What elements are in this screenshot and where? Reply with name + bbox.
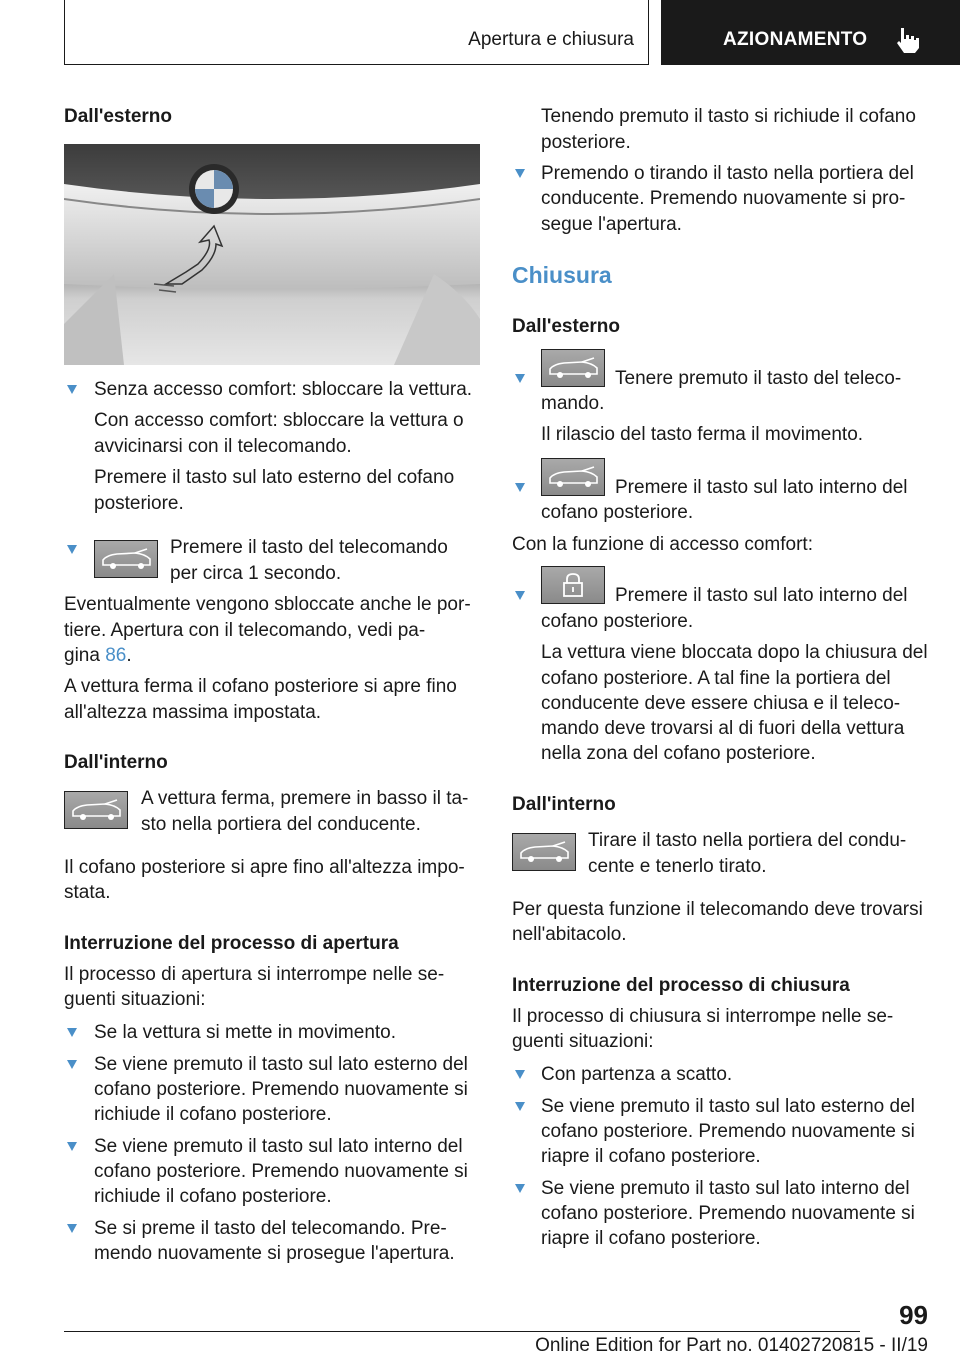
page-number: 99 (899, 1300, 928, 1330)
bullet-text: conducente. Premendo nuovamente si pro- (541, 188, 906, 209)
paragraph-text: sto nella portiera del conducente. (141, 814, 421, 835)
bullet-text: cofano posteriore. Premendo nuovamente si (541, 1121, 915, 1142)
bullet-triangle (515, 483, 525, 492)
bullet-text: Se viene premuto il tasto sul lato interno del (94, 1136, 463, 1157)
bullet-text: cofano posteriore. Premendo nuovamente si (94, 1079, 468, 1100)
paragraph-text: guenti situazioni: (512, 1031, 654, 1052)
hand-pointer-icon (895, 26, 921, 54)
page-link[interactable]: 86 (105, 645, 127, 666)
bullet-text: cofano posteriore. (541, 502, 694, 523)
bullet-triangle (67, 1142, 77, 1151)
tailgate-button-icon (512, 833, 576, 871)
footer-edition: Online Edition for Part no. 01402720815 - II/19 (535, 1335, 928, 1356)
tailgate-photo (64, 144, 480, 365)
bullet-text: Il rilascio del tasto ferma il movimento. (541, 424, 864, 445)
paragraph-text: Eventualmente vengono sbloccate anche le por- (64, 594, 471, 615)
bullet-text: Con partenza a scatto. (541, 1064, 733, 1085)
bullet-text: riapre il cofano posteriore. (541, 1146, 761, 1167)
bullet-text: Tenere premuto il tasto del teleco- (615, 368, 902, 389)
bullet-triangle (515, 169, 525, 178)
paragraph-text: all'altezza massima impostata. (64, 702, 322, 723)
paragraph-text: nell'abitacolo. (512, 924, 627, 945)
bullet-triangle (67, 1224, 77, 1233)
heading-from-outside: Dall'esterno (512, 316, 620, 337)
bullet-text: La vettura viene bloccata dopo la chiusura del (541, 642, 928, 663)
bullet-text: richiude il cofano posteriore. (94, 1186, 332, 1207)
header-section-title: Apertura e chiusura (468, 29, 634, 50)
paragraph-text: . (126, 645, 132, 666)
bullet-triangle (67, 1060, 77, 1069)
bullet-text: per circa 1 secondo. (170, 563, 342, 584)
paragraph-text: Il cofano posteriore si apre fino all'altezza impo- (64, 857, 465, 878)
bullet-text: Premere il tasto sul lato interno del (615, 477, 908, 498)
bullet-text: mando. (541, 393, 605, 414)
bullet-triangle (67, 545, 77, 554)
header-chapter-box (661, 0, 960, 65)
bullet-text: Se la vettura si mette in movimento. (94, 1022, 397, 1043)
bullet-text: Se si preme il tasto del telecomando. Pre- (94, 1218, 447, 1239)
paragraph-text: A vettura ferma, premere in basso il ta- (141, 788, 469, 809)
bullet-text: Premendo o tirando il tasto nella portiera del (541, 163, 914, 184)
bullet-text: segue l'apertura. (541, 214, 682, 235)
paragraph-text: tiere. Apertura con il telecomando, vedi pa- (64, 620, 426, 641)
tailgate-button-icon (541, 458, 605, 496)
bullet-text: cofano posteriore. (541, 611, 694, 632)
bullet-text: mando deve trovarsi al di fuori della vettura (541, 718, 905, 739)
paragraph-text: stata. (64, 882, 111, 903)
bullet-text: cofano posteriore. Premendo nuovamente si (94, 1161, 468, 1182)
lock-button-icon (541, 566, 605, 604)
bullet-text: riapre il cofano posteriore. (541, 1228, 761, 1249)
heading-interrupt-closing: Interruzione del processo di chiusura (512, 975, 850, 996)
paragraph-text: Il processo di apertura si interrompe nelle se- (64, 964, 445, 985)
bullet-text: Premere il tasto sul lato esterno del cofano (94, 467, 455, 488)
heading-from-outside: Dall'esterno (64, 106, 172, 127)
paragraph-text (64, 643, 132, 669)
bullet-triangle (515, 1102, 525, 1111)
paragraph-text: Per questa funzione il telecomando deve trovarsi (512, 899, 923, 920)
heading-from-inside: Dall'interno (64, 752, 168, 773)
bullet-text: Premere il tasto sul lato interno del (615, 585, 908, 606)
bullet-text: Se viene premuto il tasto sul lato interno del (541, 1178, 910, 1199)
bullet-text: posteriore. (541, 132, 631, 153)
tailgate-button-icon (541, 349, 605, 387)
bullet-triangle (67, 1028, 77, 1037)
bullet-text: Se viene premuto il tasto sul lato esterno del (541, 1096, 915, 1117)
paragraph-text: cente e tenerlo tirato. (588, 856, 767, 877)
bullet-text: conducente deve essere chiusa e il teleco- (541, 693, 901, 714)
bullet-triangle (67, 385, 77, 394)
bullet-text: nella zona del cofano posteriore. (541, 743, 816, 764)
heading-closing: Chiusura (512, 262, 612, 288)
bullet-text: posteriore. (94, 493, 184, 514)
paragraph-text: Tirare il tasto nella portiera del condu- (588, 830, 907, 851)
bullet-text: Con accesso comfort: sbloccare la vettura o (94, 410, 464, 431)
header-section-box (64, 0, 649, 65)
bullet-triangle (515, 591, 525, 600)
bullet-triangle (515, 1070, 525, 1079)
tailgate-button-icon (94, 540, 158, 578)
bullet-text: Senza accesso comfort: sbloccare la vettura. (94, 379, 473, 400)
bullet-text: richiude il cofano posteriore. (94, 1104, 332, 1125)
header-chapter-title: AZIONAMENTO (723, 29, 868, 50)
bullet-text: Tenendo premuto il tasto si richiude il cofano (541, 106, 916, 127)
bullet-text: avvicinarsi con il telecomando. (94, 436, 352, 457)
heading-from-inside: Dall'interno (512, 794, 616, 815)
bullet-triangle (515, 1184, 525, 1193)
bullet-text: Se viene premuto il tasto sul lato esterno del (94, 1054, 468, 1075)
paragraph-text: Il processo di chiusura si interrompe nelle se- (512, 1006, 894, 1027)
paragraph-text: Con la funzione di accesso comfort: (512, 534, 813, 555)
paragraph-text: A vettura ferma il cofano posteriore si apre fino (64, 676, 457, 697)
bullet-text: mendo nuovamente si prosegue l'apertura. (94, 1243, 455, 1264)
bullet-triangle (515, 374, 525, 383)
tailgate-button-icon (64, 791, 128, 829)
bullet-text: cofano posteriore. Premendo nuovamente si (541, 1203, 915, 1224)
heading-interrupt-opening: Interruzione del processo di apertura (64, 933, 399, 954)
bullet-text: Premere il tasto del telecomando (170, 537, 448, 558)
paragraph-text: guenti situazioni: (64, 989, 206, 1010)
paragraph-text: gina (64, 645, 106, 666)
bullet-text: cofano posteriore. A tal fine la portiera del (541, 668, 891, 689)
footer-divider (64, 1331, 860, 1332)
